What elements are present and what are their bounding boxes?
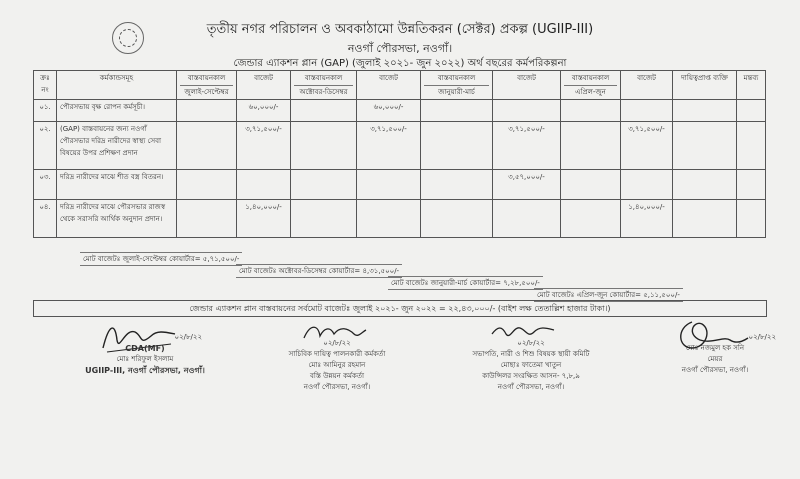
signature-block-secretary xyxy=(262,338,412,393)
row-activity: দরিদ্র নারীদের মাঝে শীত বস্ত্র বিতরন। xyxy=(57,170,177,200)
row-q4-budget xyxy=(621,100,673,122)
signatory-name: মোছাঃ ফাতেমা খাতুন xyxy=(500,361,562,369)
signatory-office: UGIIP-III, নওগাঁ পৌরসভা, নওগাঁ। xyxy=(85,366,205,375)
row-q1-period xyxy=(177,122,237,170)
signatory-name: মোঃ শরিফুল ইসলাম xyxy=(116,355,174,363)
grand-total: জেন্ডার এ্যাকশন প্লান বাস্তবায়নের সর্বমোট বাজেটঃ জুলাই ২০২১- জুন ২০২২ = ২২,৪৩,০০০/- (বাইশ লক্ষ তেতাল্লিশ হাজার টাকা।) xyxy=(33,300,767,317)
signature-date: ০২/৮/২২ xyxy=(748,333,776,341)
signatory-name: মোঃ নজমুল হক সনি xyxy=(685,344,745,352)
header-q3-period: বাস্তবায়নকাল জানুয়ারী-মার্চ xyxy=(421,71,493,100)
row-q2-period xyxy=(291,200,357,238)
row-serial: ০৪. xyxy=(34,200,57,238)
row-activity: দরিদ্র নারীদের মাঝে পৌরসভার রাজস্ব থেকে সরাসরি আর্থিক অনুদান প্রদান। xyxy=(57,200,177,238)
header-q1-period: বাস্তবায়নকাল জুলাই-সেপ্টেম্বর xyxy=(177,71,237,100)
plan-title: জেন্ডার এ্যাকশন প্লান (GAP) (জুলাই ২০২১- জুন ২০২২) অর্থ বছরের কর্মপরিকল্পনা xyxy=(233,58,567,69)
row-activity: (GAP) বাস্তবায়নের জন্য নওগাঁ পৌরসভার দরিদ্র নারীদের স্বাস্থ্য সেবা বিষয়ের উপর প্রশিক্ষণ প্রদান xyxy=(57,122,177,170)
row-q1-period xyxy=(177,100,237,122)
header-activity: কর্মকান্ডসমূহ xyxy=(57,71,177,100)
row-activity: পৌরসভায় বৃক্ষ রোপন কর্মসূচী। xyxy=(57,100,177,122)
signature-block-mayor xyxy=(650,332,780,376)
header-q3-budget: বাজেট xyxy=(493,71,561,100)
row-serial: ০১. xyxy=(34,100,57,122)
row-responsible xyxy=(673,100,737,122)
row-q3-period xyxy=(421,170,493,200)
header-q4-period: বাস্তবায়নকাল এপ্রিল-জুন xyxy=(561,71,621,100)
signature-date: ০২/৮/২২ xyxy=(323,339,351,347)
row-q2-budget: ৬০,০০০/- xyxy=(357,100,421,122)
row-q1-budget: ৬০,০০০/- xyxy=(237,100,291,122)
table-header-row xyxy=(34,71,766,100)
row-serial: ০২. xyxy=(34,122,57,170)
gap-plan-table xyxy=(33,70,766,238)
row-q3-budget xyxy=(493,100,561,122)
row-q3-budget: ৩,৭১,৫০০/- xyxy=(493,122,561,170)
table-row xyxy=(34,100,766,122)
row-q4-period xyxy=(561,122,621,170)
row-responsible xyxy=(673,200,737,238)
document-title: তৃতীয় নগর পরিচালন ও অবকাঠামো উন্নতিকরন (সেক্টর) প্রকল্প (UGIIP-III) xyxy=(206,22,594,37)
signatory-role: সাচিবিক দায়িত্ব পালনকারী কর্মকর্তা xyxy=(288,350,386,358)
row-serial: ০৩. xyxy=(34,170,57,200)
header-remarks: মন্তব্য xyxy=(737,71,766,100)
signature-date: ০২/৮/২২ xyxy=(517,339,545,347)
row-q1-budget xyxy=(237,170,291,200)
row-q2-budget xyxy=(357,200,421,238)
row-q3-budget: ৩,৫৭,০০০/- xyxy=(493,170,561,200)
q1-total: মোট বাজেটঃ জুলাই-সেপ্টেম্বর কোয়ার্টার= ৫,৭১,৫০০/- xyxy=(80,252,242,266)
signatory-role: মেয়র xyxy=(707,355,723,363)
row-q2-budget: ৩,৭১,৫০০/- xyxy=(357,122,421,170)
row-q1-budget: ১,৪০,০০০/- xyxy=(237,200,291,238)
signatory-office: কাউন্সিলর সংরক্ষিত আসন- ৭,৮,৯ xyxy=(482,372,580,380)
row-q3-budget xyxy=(493,200,561,238)
row-q4-budget: ৩,৭১,৫০০/- xyxy=(621,122,673,170)
q2-total: মোট বাজেটঃ অক্টোবর-ডিসেম্বর কোয়ার্টার= ৪,৩১,৫০০/- xyxy=(236,264,402,278)
table-row xyxy=(34,200,766,238)
q3-total: মোট বাজেটঃ জানুয়ারী-মার্চ কোয়ার্টার= ৭,২৮,৫০০/- xyxy=(388,276,543,290)
header-serial: ক্রঃ নং xyxy=(34,71,57,100)
row-remarks xyxy=(737,122,766,170)
row-q4-period xyxy=(561,170,621,200)
header-q1-budget: বাজেট xyxy=(237,71,291,100)
row-responsible xyxy=(673,122,737,170)
header-responsible: দায়িত্বপ্রাপ্ত ব্যক্তি xyxy=(673,71,737,100)
q4-total: মোট বাজেটঃ এপ্রিল-জুন কোয়ার্টার= ৫,১১,৫০০/- xyxy=(534,288,683,302)
row-q2-period xyxy=(291,170,357,200)
row-remarks xyxy=(737,100,766,122)
row-q1-period xyxy=(177,200,237,238)
table-row xyxy=(34,122,766,170)
row-remarks xyxy=(737,170,766,200)
row-q2-period xyxy=(291,122,357,170)
row-q1-budget: ৩,৭১,৫০০/- xyxy=(237,122,291,170)
signatory-name: মোঃ আমিনুর রহমান xyxy=(308,361,366,369)
row-q4-budget xyxy=(621,170,673,200)
header-q4-budget: বাজেট xyxy=(621,71,673,100)
header-q2-budget: বাজেট xyxy=(357,71,421,100)
signature-block-cda xyxy=(80,332,210,376)
row-q4-budget: ১,৪০,০০০/- xyxy=(621,200,673,238)
document-subtitle: নওগাঁ পৌরসভা, নওগাঁ। xyxy=(347,42,453,55)
row-q3-period xyxy=(421,100,493,122)
signatory-office: নওগাঁ পৌরসভা, নওগাঁ। xyxy=(681,366,749,374)
table-row xyxy=(34,170,766,200)
row-q3-period xyxy=(421,200,493,238)
signatory-office: বস্তি উন্নয়ন কর্মকর্তা xyxy=(309,372,365,380)
row-q4-period xyxy=(561,200,621,238)
row-q2-budget xyxy=(357,170,421,200)
row-q4-period xyxy=(561,100,621,122)
signatory-office-line2: নওগাঁ পৌরসভা, নওগাঁ। xyxy=(303,383,371,391)
row-q3-period xyxy=(421,122,493,170)
signatory-office-line2: নওগাঁ পৌরসভা, নওগাঁ। xyxy=(497,383,565,391)
signature-date: ০২/৮/২২ xyxy=(174,333,202,341)
signatory-role: সভাপতি, নারী ও শিশু বিষয়ক স্থায়ী কমিটি xyxy=(472,350,590,358)
row-remarks xyxy=(737,200,766,238)
row-q1-period xyxy=(177,170,237,200)
signatory-role: CDA(MF) xyxy=(125,344,165,353)
row-responsible xyxy=(673,170,737,200)
row-q2-period xyxy=(291,100,357,122)
signature-block-chairperson xyxy=(446,338,616,393)
header-q2-period: বাস্তবায়নকাল অক্টোবর-ডিসেম্বর xyxy=(291,71,357,100)
